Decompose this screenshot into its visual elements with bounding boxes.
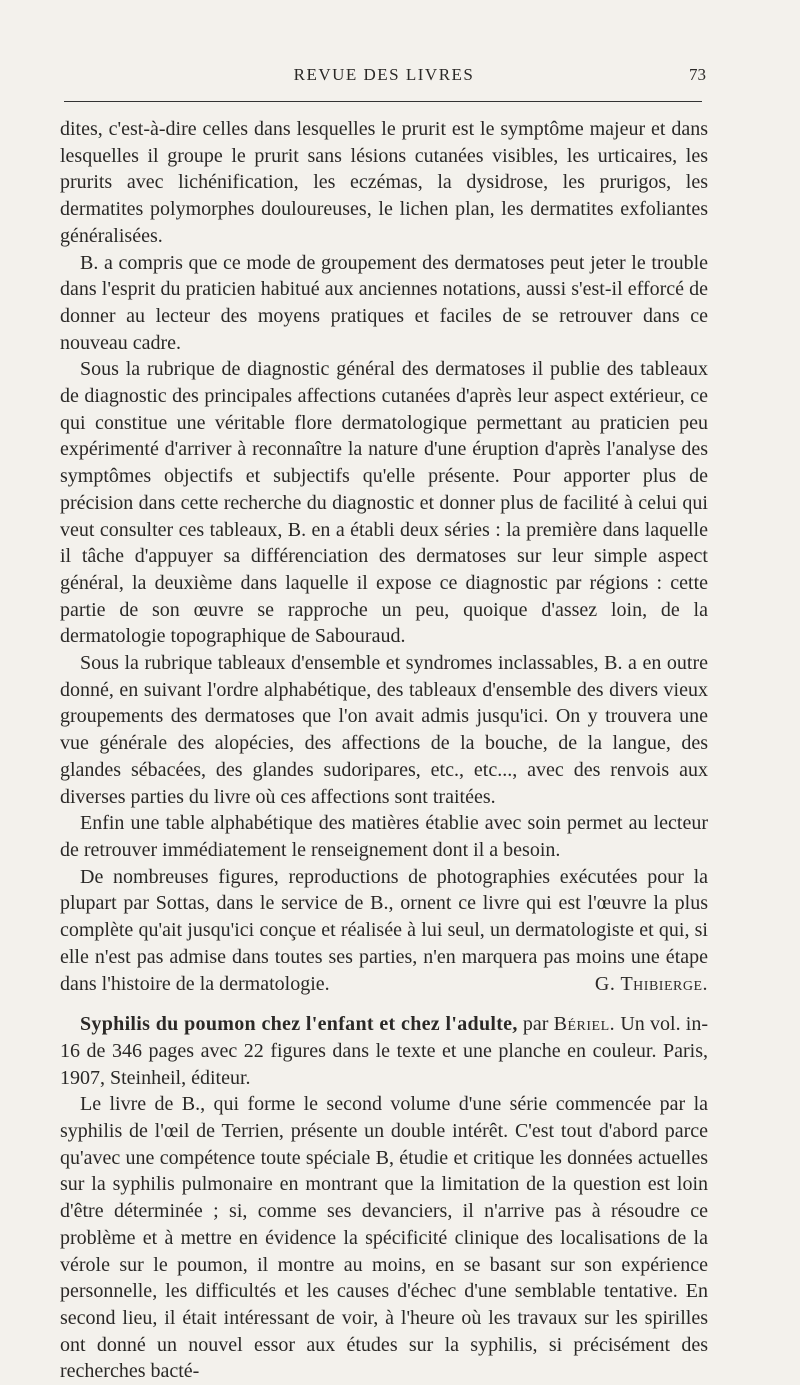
- book-entry: [60, 1011, 708, 1091]
- last-paragraph: [60, 864, 708, 998]
- page-header: [62, 65, 706, 95]
- page-body: [60, 116, 708, 1385]
- page-number: 73: [689, 65, 706, 84]
- reviewer-signature: G. Thibierge.: [594, 972, 708, 995]
- book-title: Syphilis du poumon chez l'enfant et chez l'adulte,: [80, 1013, 518, 1036]
- running-title: REVUE DES LIVRES: [293, 65, 475, 84]
- review-dermatology: [60, 116, 708, 997]
- paragraph: Sous la rubrique tableaux d'ensemble et syndromes inclassables, B. a en outre donné, en suivant l'ordre alphabétique, des tableaux d'ensemble des divers vieux groupements des dermatoses que l'on avait admis jusqu'ici. On y trouvera une vue générale des alopécies, des affections de la bouche, de la langue, des glandes sébacées, des glandes sudoripares, etc., etc..., avec des renvois aux diverses parties du livre où ces affections sont traitées.: [60, 652, 708, 808]
- publication-details: Un vol. in-16 de 346 pages avec 22 figures dans le texte et une planche en couleur. Paris, 1907, Steinheil, éditeur.: [60, 1013, 709, 1089]
- paragraph: Le livre de B., qui forme le second volume d'une série commencée par la syphilis de l'œil de Terrien, présente un double intérêt. C'est tout d'abord parce qu'avec une compétence toute spéciale B, étudie et critique les données actuelles sur la syphilis pulmonaire en montrant que la limitation de la question est loin d'être déterminée ; si, comme ses devanciers, il n'arrive pas à résoudre ce problème et à mettre en évidence la spécificité clinique des localisations de la vérole sur le poumon, il montre au moins, en se basant sur son expérience personnelle, les difficultés et les causes d'échec d'une semblable tentative. En second lieu, il était intéressant de voir, à l'heure où les travaux sur les spirilles ont donné un nouvel essor aux études sur la syphilis, si précisément des recherches bacté-: [60, 1093, 708, 1383]
- header-rule: [64, 101, 702, 102]
- review-syphilis-poumon: [60, 1011, 708, 1385]
- paragraph: Enfin une table alphabétique des matières établie avec soin permet au lecteur de retrouver immédiatement le renseignement dont il a besoin.: [60, 812, 708, 861]
- paragraph: dites, c'est-à-dire celles dans lesquelles le prurit est le symptôme majeur et dans lesquelles il groupe le prurit sans lésions cutanées visibles, les urticaires, les prurits avec lichénification, les eczémas, la dysidrose, les prurigos, les dermatites polymorphes douloureuses, le lichen plan, les dermatites exfoliantes généralisées.: [60, 118, 708, 247]
- by-word: par: [522, 1013, 549, 1036]
- paragraph-text: De nombreuses figures, reproductions de photographies exécutées pour la plupart par Sottas, dans le service de B., ornent ce livre qui est l'œuvre la plus complète qu'ait jusqu'ici conçue et réalisée à lui seul, un dermatologiste et qui, si elle n'est pas admise dans toutes ses parties, n'en marquera pas moins une étape dans l'histoire de la dermatologie.: [60, 865, 708, 995]
- paragraph: B. a compris que ce mode de groupement des dermatoses peut jeter le trouble dans l'esprit du praticien habitué aux anciennes notations, aussi s'est-il efforcé de donner au lecteur des moyens pratiques et faciles de se retrouver dans ce nouveau cadre.: [60, 251, 708, 354]
- book-author: Bériel.: [553, 1013, 616, 1036]
- paragraph: Sous la rubrique de diagnostic général des dermatoses il publie des tableaux de diagnostic des principales affections cutanées d'après leur aspect extérieur, ce qui constitue une véritable flore dermatologique permettant au praticien peu expérimenté d'arriver à reconnaître la nature d'une éruption d'après l'analyse des symptômes objectifs et subjectifs qu'elle présente. Pour apporter plus de précision dans cette recherche du diagnostic et donner plus de facilité à celui qui veut consulter ces tableaux, B. en a établi deux séries : la première dans laquelle il tâche d'appuyer sa différenciation des dermatoses sur leur simple aspect général, la deuxième dans laquelle il expose ce diagnostic par régions : cette partie de son œuvre se rapproche un peu, quoique d'assez loin, de la dermatologie topographique de Sabouraud.: [60, 358, 708, 648]
